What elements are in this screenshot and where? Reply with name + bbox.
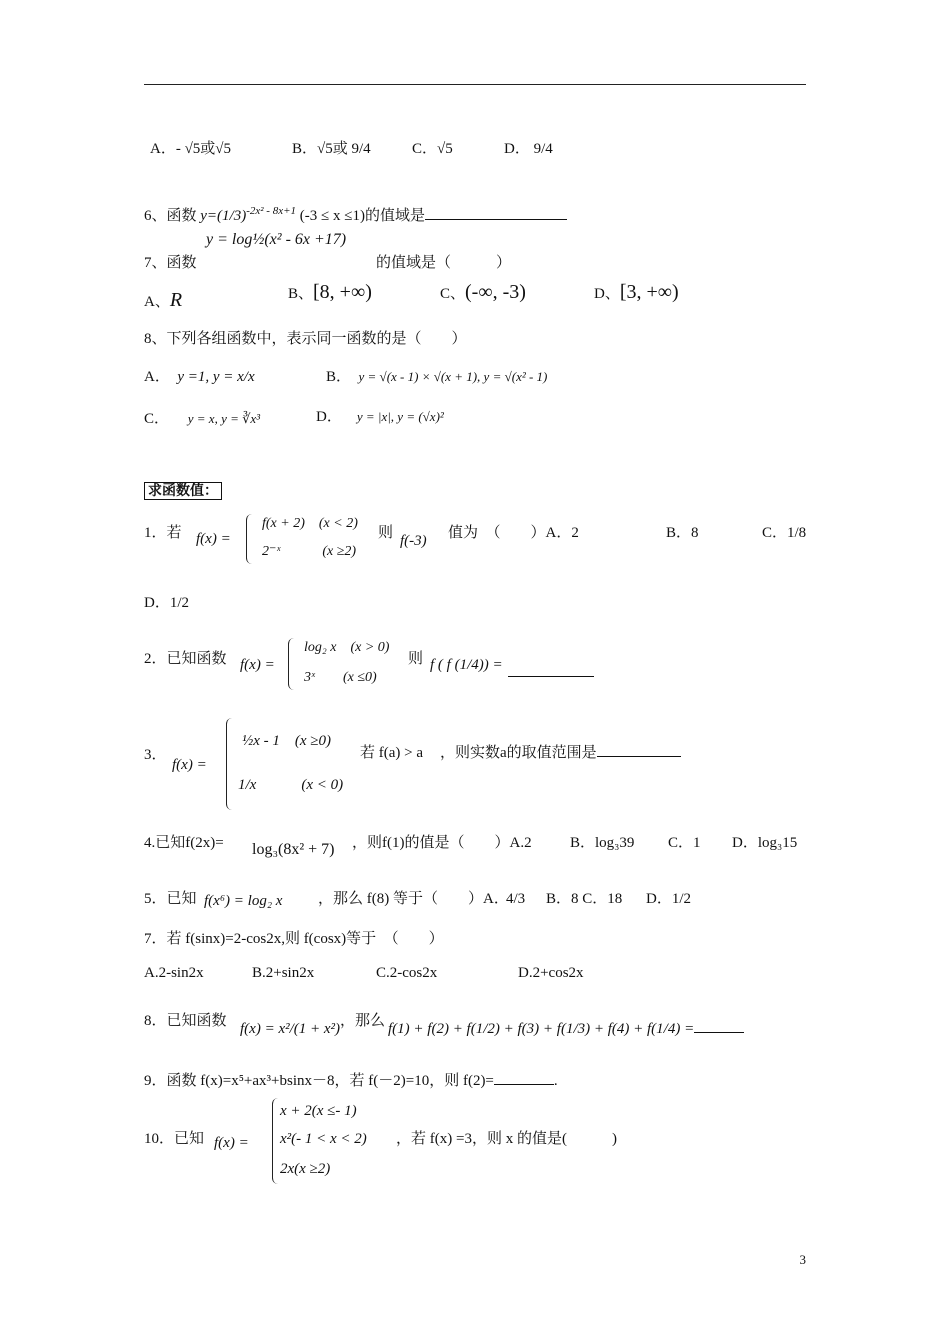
q5-option-a: A．- √5或√5 — [150, 141, 232, 157]
p4-option-d: D．log₃15 — [732, 835, 798, 851]
q6-label: 6、函数 — [144, 208, 197, 224]
p5-text: 5．已知 — [144, 891, 197, 907]
q7-option-c — [440, 280, 526, 304]
p7-text: 7．若 f(sinx)=2-cos2x,则 f(cosx)等于 （ ） — [144, 931, 444, 947]
p4-text: 4.已知f(2x)= — [144, 835, 224, 851]
p3-tail-line — [440, 744, 681, 762]
q8-option-c-label: C． — [144, 411, 170, 427]
p1-option-c: C．1/8 — [762, 525, 807, 541]
p8-mid: ，那么 — [340, 1013, 386, 1029]
q7-option-a — [144, 288, 182, 312]
q8-option-d-label: D． — [316, 409, 342, 425]
p10-case2: x²(- 1 < x < 2) — [280, 1131, 367, 1147]
p9-end: . — [553, 1073, 558, 1089]
p3-case1: ½x - 1 (x ≥0) — [242, 733, 332, 749]
p3-brace — [226, 718, 236, 810]
q8-stem: 8、下列各组函数中，表示同一函数的是（ ） — [144, 331, 467, 347]
p5-option-d: D．1/2 — [646, 891, 692, 907]
section-title-text: 求函数值： — [144, 482, 222, 500]
p1-target: f(-3) — [400, 533, 427, 549]
p5-option-a: 4/3 — [506, 891, 526, 907]
q7-tail: 的值域是（ ） — [376, 255, 512, 271]
q7-label: 7、函数 — [144, 255, 197, 271]
p2-number: 2．已知函数 — [144, 651, 227, 667]
p10-case1: x + 2(x ≤- 1) — [280, 1103, 357, 1119]
p4-option-b: B．log₃39 — [570, 835, 635, 851]
p2-lhs: f(x) = — [240, 657, 275, 673]
p2-then: 则 — [408, 651, 424, 667]
q8-option-a-label: A． — [144, 369, 170, 385]
q5-option-b: B．√5或 9/4 — [292, 141, 371, 157]
p2-case1: log₂ x (x > 0) — [304, 640, 390, 655]
p7-option-b: B.2+sin2x — [252, 965, 315, 981]
p8-sum: f(1) + f(2) + f(1/2) + f(3) + f(1/3) + f(4) + f(1/4) = — [388, 1021, 695, 1037]
p8-func: f(x) = x²/(1 + x²) — [240, 1021, 341, 1037]
p9-text: 9．函数 f(x)=x⁵+ax³+bsinx－8，若 f(－2)=10，则 f(2)= — [144, 1073, 494, 1089]
p2-case2: 3ˣ (x ≤0) — [304, 670, 377, 685]
p4-mid: ，则f(1)的值是（ ）A.2 — [352, 835, 532, 851]
p3-number: 3． — [144, 747, 167, 763]
q8-option-c-expr: y = x, y = ∛x³ — [187, 411, 261, 426]
p1-number: 1．若 — [144, 525, 182, 541]
p3-tail: ，则实数a的取值范围是 — [440, 745, 597, 761]
q5-option-d: D． 9/4 — [504, 141, 553, 157]
q8-option-c — [144, 410, 260, 428]
q6-exponent: -2x² - 8x+1 — [246, 205, 297, 217]
q6-func: y=(1/3) — [200, 208, 247, 224]
p1-lhs: f(x) = — [196, 531, 231, 547]
q7-option-a-value: R — [169, 289, 183, 311]
q8-option-b-expr: y = √(x - 1) × √(x + 1), y = √(x² - 1) — [358, 369, 548, 384]
p3-condition: 若 f(a) > a — [360, 745, 424, 761]
p1-ask: 值为 （ ）A．2 — [448, 525, 579, 541]
q8-option-a — [144, 368, 255, 386]
p4-expr: log₃(8x² + 7) — [252, 841, 335, 858]
q7-option-b-value: [8, +∞) — [313, 281, 372, 303]
q7-option-d — [594, 280, 679, 304]
q6-answer-blank — [425, 219, 567, 220]
p10-number: 10．已知 — [144, 1131, 205, 1147]
p3-answer-blank — [597, 756, 681, 757]
q7-option-c-label: C、 — [440, 286, 466, 302]
q8-option-b — [326, 368, 547, 386]
p8-answer-blank — [694, 1032, 744, 1033]
p1-then: 则 — [378, 525, 394, 541]
p1-case1: f(x + 2) (x < 2) — [262, 516, 358, 531]
p5-expr: f(x⁶) = log₂ x — [204, 893, 283, 909]
q7-option-b-label: B、 — [288, 286, 314, 302]
q7-option-d-label: D、 — [594, 286, 620, 302]
p2-answer-blank — [508, 676, 594, 677]
q6-tail: 的值域是 — [364, 208, 425, 224]
p5-mid: ，那么 f(8) 等于（ ）A． — [318, 891, 509, 907]
p2-answer-blank-wrap — [508, 664, 594, 682]
p1-option-b: B．8 — [666, 525, 699, 541]
header-rule — [144, 84, 806, 85]
q7-option-a-label: A、 — [144, 294, 170, 310]
p9-answer-blank — [494, 1084, 554, 1085]
p7-option-d: D.2+cos2x — [518, 965, 584, 981]
q6-line — [144, 205, 567, 225]
q7-option-d-value: [3, +∞) — [619, 281, 679, 303]
q8-option-b-label: B． — [326, 369, 352, 385]
q7-formula: y = log½(x² - 6x +17) — [206, 231, 347, 248]
p2-brace — [288, 638, 297, 690]
section-title — [144, 482, 222, 500]
q5-option-c: C．√5 — [412, 141, 453, 157]
p8-text: 8．已知函数 — [144, 1013, 227, 1029]
p1-option-d: D．1/2 — [144, 595, 190, 611]
p10-lhs: f(x) = — [214, 1135, 249, 1151]
p5-option-bc: B．8 C．18 — [546, 891, 623, 907]
q8-option-d-expr: y = |x|, y = (√x)² — [356, 409, 444, 424]
q6-domain: (-3 ≤ x ≤1) — [299, 208, 365, 224]
page-number: 3 — [799, 1252, 806, 1267]
p10-case3: 2x(x ≥2) — [280, 1161, 331, 1177]
p7-option-a: A.2-sin2x — [144, 965, 204, 981]
p7-option-c: C.2-cos2x — [376, 965, 438, 981]
q7-option-b — [288, 280, 372, 304]
p8-sum-line — [388, 1020, 744, 1038]
p10-mid: ，若 f(x) =3，则 x 的值是( ) — [396, 1131, 617, 1147]
p4-option-c: C．1 — [668, 835, 701, 851]
p1-case2: 2⁻ˣ (x ≥2) — [262, 544, 357, 559]
q8-option-d — [316, 408, 444, 426]
q8-option-a-expr: y =1, y = x/x — [177, 369, 255, 385]
p3-lhs: f(x) = — [172, 757, 207, 773]
p3-case2: 1/x (x < 0) — [238, 777, 344, 793]
p2-target: f ( f (1/4)) = — [430, 657, 503, 673]
p1-brace — [246, 514, 255, 564]
q7-option-c-value: (-∞, -3) — [465, 281, 526, 303]
p9-line — [144, 1072, 558, 1090]
